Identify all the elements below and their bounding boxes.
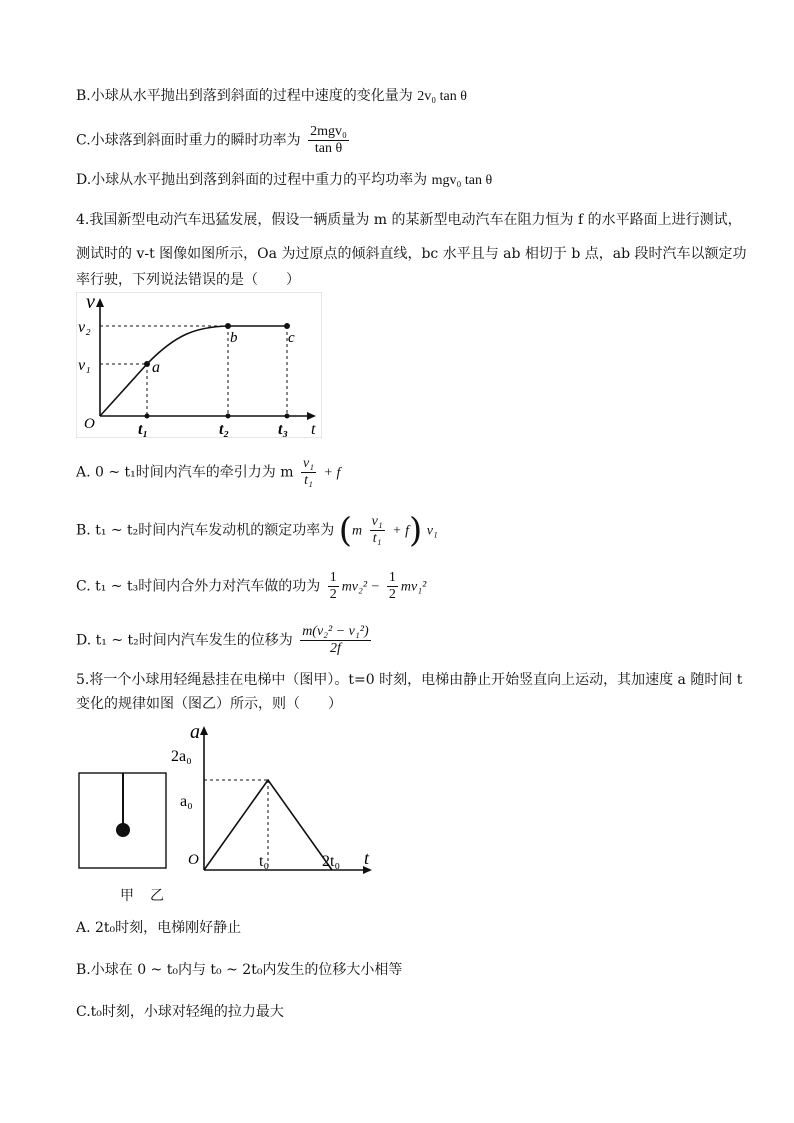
q3-option-d-text: D.小球从水平抛出到落到斜面的过程中重力的平均功率为 [76,172,428,188]
fraction-numerator: 2mgv₀ [310,124,347,139]
q4-option-c-term-2: mv₁² [400,579,427,595]
q3-option-b-text: B.小球从水平抛出到落到斜面的过程中速度的变化量为 [76,88,413,104]
fraction-denominator: 2f [329,641,341,656]
q4-point-c [284,323,290,329]
q5-option-b: B.小球在 0 ~ t₀内与 t₀ ~ 2t₀内发生的位移大小相等 [76,962,403,978]
q4-tick-t2-dot [226,414,231,419]
q4-option-d-text: D. t₁ ~ t₂时间内汽车发生的位移为 [76,632,293,649]
q4-option-c-fraction-2 [387,570,398,603]
q4-point-a-label: a [152,359,160,376]
q4-option-a-fraction [301,456,316,489]
q3-option-c-fraction [308,124,349,157]
right-paren: ) [408,510,423,551]
fraction-numerator: m(v₂² − v₁²) [302,624,369,639]
q4-option-b-friction: + f [392,523,409,539]
left-paren: ( [338,510,353,551]
q4-option-d [76,624,374,657]
q4-option-a [76,456,340,489]
caption-yi: 乙 [150,888,164,904]
q4-stem-line-1: 4.我国新型电动汽车迅猛发展，假设一辆质量为 m 的某新型电动汽车在阻力恒为 f 的水平路面上进行测试， [76,212,742,228]
q5-2a0-label: 2a₀ [171,748,192,765]
q4-tick-t1-dot [145,414,150,419]
q4-origin-label: O [84,416,95,432]
q3-option-d-expr: mgv₀ tan θ [431,173,493,188]
q4-t-axis-label: t [311,421,316,438]
q4-option-b-suffix: v₁ [426,523,438,539]
q4-option-a-text: A. 0 ~ t₁时间内汽车的牵引力为 m [76,464,294,481]
q5-a-axis-arrow [200,726,208,735]
fraction-denominator: t₁ [372,531,382,546]
q4-point-c-label: c [288,330,295,346]
q3-option-b-expr: 2v₀ tan θ [417,89,467,104]
q5-elevator-figure [78,772,168,870]
q4-option-a-suffix: + f [323,465,341,481]
fraction-denominator: t₁ [304,473,313,488]
q4-point-b-label: b [230,330,238,346]
q3-option-d [76,170,492,191]
q4-v2-label: v₂ [78,319,91,336]
q4-option-b-text: B. t₁ ~ t₂时间内汽车发动机的额定功率为 [76,522,335,539]
fraction-numerator: v₁ [371,514,383,529]
q4-option-b [76,510,438,551]
q4-vt-graph [76,292,322,438]
fraction-numerator: 1 [329,570,337,585]
fraction-numerator: 1 [388,570,396,585]
q4-v-axis-label: v [86,292,95,313]
q5-option-a: A. 2t₀时刻，电梯刚好静止 [76,920,242,936]
q5-stem-line-1: 5.将一个小球用轻绳悬挂在电梯中（图甲）。t=0 时刻，电梯由静止开始竖直向上运动，其加速度 a 随时间 t [76,672,743,688]
q4-option-d-fraction [300,624,370,657]
q5-2t0-label: 2t₀ [322,853,341,870]
q4-stem-line-3: 率行驶，下列说法错误的是（ ） [76,272,300,288]
q4-t3-label: t₃ [278,421,289,438]
fraction-denominator: 2 [388,587,396,602]
q4-v1-label: v₁ [78,357,91,374]
q4-option-c-term-1: mv₂² [341,579,368,595]
q4-t1-label: t₁ [138,421,149,438]
q4-option-c-text: C. t₁ ~ t₃时间内合外力对汽车做的功为 [76,578,321,595]
q3-option-c-text: C.小球落到斜面时重力的瞬时功率为 [76,132,301,149]
q4-t2-label: t₂ [219,421,230,438]
fraction-denominator: 2 [329,587,337,602]
q4-point-b [225,323,231,329]
q4-option-c-fraction-1 [328,570,339,603]
q5-at-graph [168,718,376,876]
q4-option-b-fraction [370,514,385,547]
q4-stem-line-2: 测试时的 v-t 图像如图所示，Oa 为过原点的倾斜直线，bc 水平且与 ab 相切于 b 点，ab 段时汽车以额定功 [76,246,747,262]
q5-a-axis-label: a [190,721,200,743]
fraction-denominator: tan θ [314,141,343,156]
q4-option-b-mass: m [352,523,363,539]
fraction-numerator: v₁ [302,456,315,471]
caption-jia: 甲 [120,888,134,904]
q5-stem-line-2: 变化的规律如图（图乙）所示，则（ ） [76,696,342,712]
q5-t-axis-label: t [364,848,370,868]
q4-point-a [144,361,150,367]
q3-option-b [76,86,467,107]
q5-a0-label: a₀ [180,793,193,810]
hanging-ball [116,823,130,837]
q4-tick-t3-dot [285,414,290,419]
q5-option-c: C.t₀时刻，小球对轻绳的拉力最大 [76,1004,284,1020]
q3-option-c [76,124,352,157]
q5-t0-label: t₀ [259,853,270,870]
q4-option-c [76,570,426,603]
q5-origin-label: O [188,852,199,868]
q4-option-c-minus: − [371,579,380,595]
